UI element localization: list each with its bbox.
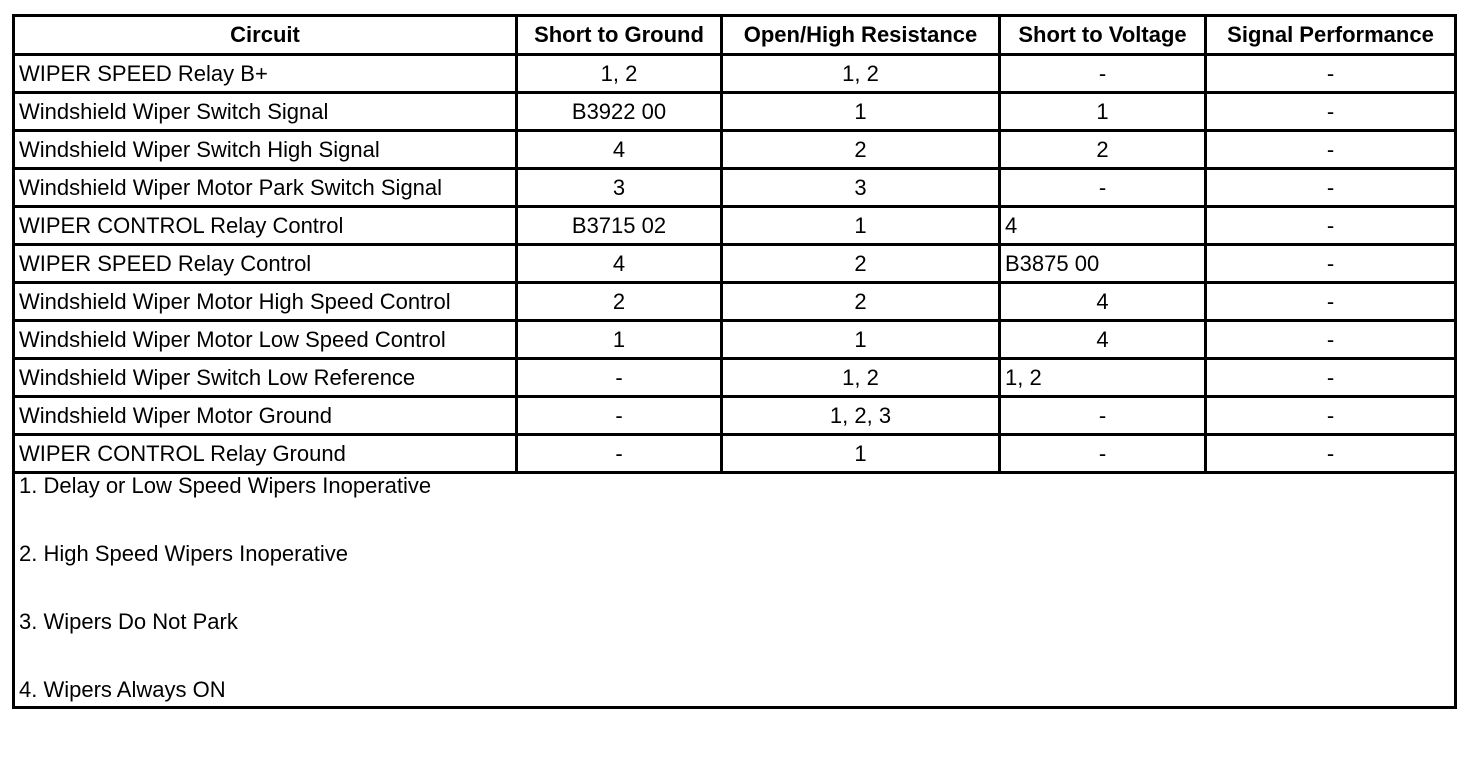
table-row: [14, 207, 1456, 245]
cell-signal-performance: -: [1206, 169, 1456, 207]
cell-open-high-resistance: 1: [722, 207, 1000, 245]
cell-circuit: WIPER SPEED Relay B+: [14, 55, 517, 93]
cell-short-to-ground: 1, 2: [517, 55, 722, 93]
cell-short-to-ground: 3: [517, 169, 722, 207]
cell-short-to-ground: B3922 00: [517, 93, 722, 131]
cell-open-high-resistance: 1: [722, 93, 1000, 131]
cell-circuit: Windshield Wiper Switch Signal: [14, 93, 517, 131]
cell-signal-performance: -: [1206, 283, 1456, 321]
cell-short-to-ground: 2: [517, 283, 722, 321]
cell-circuit: Windshield Wiper Motor High Speed Control: [14, 283, 517, 321]
cell-circuit: WIPER SPEED Relay Control: [14, 245, 517, 283]
table-row: [14, 55, 1456, 93]
cell-short-to-ground: -: [517, 397, 722, 435]
cell-short-to-ground: -: [517, 435, 722, 473]
cell-circuit: WIPER CONTROL Relay Ground: [14, 435, 517, 473]
cell-short-to-voltage: 1: [1000, 93, 1206, 131]
header-open-high-resistance: Open/High Resistance: [722, 16, 1000, 55]
note-4: 4. Wipers Always ON: [19, 677, 226, 702]
cell-short-to-voltage: 1, 2: [1000, 359, 1206, 397]
cell-signal-performance: -: [1206, 397, 1456, 435]
table-row: [14, 93, 1456, 131]
cell-short-to-voltage: 2: [1000, 131, 1206, 169]
table-body: [14, 55, 1456, 473]
cell-short-to-ground: B3715 02: [517, 207, 722, 245]
table-row: [14, 321, 1456, 359]
cell-signal-performance: -: [1206, 207, 1456, 245]
cell-circuit: Windshield Wiper Motor Ground: [14, 397, 517, 435]
header-row: [14, 16, 1456, 55]
table-row: [14, 359, 1456, 397]
cell-circuit: WIPER CONTROL Relay Control: [14, 207, 517, 245]
note-3: 3. Wipers Do Not Park: [19, 609, 238, 634]
cell-signal-performance: -: [1206, 435, 1456, 473]
cell-short-to-ground: 1: [517, 321, 722, 359]
cell-signal-performance: -: [1206, 55, 1456, 93]
cell-short-to-voltage: -: [1000, 397, 1206, 435]
cell-short-to-ground: -: [517, 359, 722, 397]
cell-circuit: Windshield Wiper Motor Low Speed Control: [14, 321, 517, 359]
note-1: 1. Delay or Low Speed Wipers Inoperative: [19, 473, 432, 498]
cell-short-to-ground: 4: [517, 245, 722, 283]
cell-signal-performance: -: [1206, 245, 1456, 283]
cell-short-to-voltage: -: [1000, 55, 1206, 93]
notes-cell: [14, 473, 1456, 708]
cell-open-high-resistance: 1: [722, 435, 1000, 473]
table-row: [14, 283, 1456, 321]
table-row: [14, 397, 1456, 435]
header-signal-performance: Signal Performance: [1206, 16, 1456, 55]
cell-open-high-resistance: 1, 2, 3: [722, 397, 1000, 435]
cell-signal-performance: -: [1206, 93, 1456, 131]
table-row: [14, 169, 1456, 207]
cell-short-to-voltage: -: [1000, 169, 1206, 207]
table-row: [14, 245, 1456, 283]
cell-signal-performance: -: [1206, 321, 1456, 359]
cell-circuit: Windshield Wiper Switch High Signal: [14, 131, 517, 169]
cell-open-high-resistance: 3: [722, 169, 1000, 207]
table-row: [14, 131, 1456, 169]
cell-signal-performance: -: [1206, 359, 1456, 397]
circuit-fault-table: [12, 14, 1457, 709]
header-short-to-voltage: Short to Voltage: [1000, 16, 1206, 55]
cell-open-high-resistance: 2: [722, 131, 1000, 169]
cell-open-high-resistance: 1: [722, 321, 1000, 359]
cell-short-to-voltage: 4: [1000, 321, 1206, 359]
note-2: 2. High Speed Wipers Inoperative: [19, 541, 348, 566]
cell-short-to-ground: 4: [517, 131, 722, 169]
notes-row: [14, 473, 1456, 708]
header-short-to-ground: Short to Ground: [517, 16, 722, 55]
cell-open-high-resistance: 1, 2: [722, 359, 1000, 397]
header-circuit: Circuit: [14, 16, 517, 55]
cell-short-to-voltage: -: [1000, 435, 1206, 473]
cell-open-high-resistance: 1, 2: [722, 55, 1000, 93]
cell-circuit: Windshield Wiper Motor Park Switch Signal: [14, 169, 517, 207]
cell-circuit: Windshield Wiper Switch Low Reference: [14, 359, 517, 397]
cell-short-to-voltage: 4: [1000, 207, 1206, 245]
cell-open-high-resistance: 2: [722, 245, 1000, 283]
cell-short-to-voltage: B3875 00: [1000, 245, 1206, 283]
cell-short-to-voltage: 4: [1000, 283, 1206, 321]
cell-open-high-resistance: 2: [722, 283, 1000, 321]
table-row: [14, 435, 1456, 473]
cell-signal-performance: -: [1206, 131, 1456, 169]
